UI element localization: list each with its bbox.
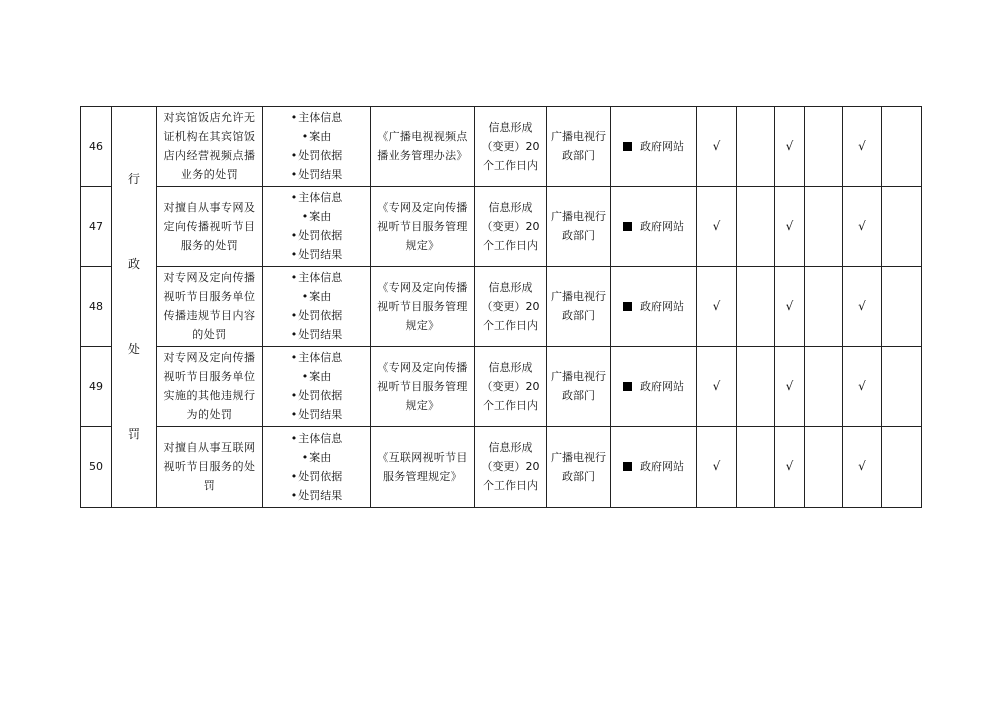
responsible-dept: 广播电视行政部门 — [547, 346, 611, 426]
channel-label: 政府网站 — [640, 139, 684, 153]
disclosure-time: 信息形成（变更）20个工作日内 — [475, 107, 547, 187]
category-char: 行 — [127, 172, 140, 186]
row-number: 49 — [81, 346, 112, 426]
content-item: • 处罚结果 — [291, 325, 343, 344]
channel-label: 政府网站 — [640, 379, 684, 393]
disclosure-time: 信息形成（变更）20个工作日内 — [475, 186, 547, 266]
content-item: • 案由 — [291, 367, 343, 386]
disclosure-channel — [611, 266, 697, 346]
check-cell — [737, 107, 775, 187]
disclosure-table — [80, 106, 922, 508]
content-item: • 处罚依据 — [291, 386, 343, 405]
content-list — [291, 188, 343, 264]
check-cell — [805, 186, 843, 266]
channel-label: 政府网站 — [640, 460, 684, 474]
check-cell — [882, 186, 922, 266]
content-item: • 案由 — [291, 287, 343, 306]
legal-basis: 《专网及定向传播视听节目服务管理规定》 — [371, 346, 475, 426]
square-bullet-icon — [623, 462, 632, 471]
check-cell: √ — [775, 186, 805, 266]
item-description: 对擅自从事专网及定向传播视听节目服务的处罚 — [157, 186, 263, 266]
square-bullet-icon — [623, 302, 632, 311]
check-cell — [805, 426, 843, 507]
check-cell — [882, 266, 922, 346]
check-cell: √ — [843, 426, 882, 507]
category-char: 罚 — [127, 427, 140, 441]
legal-basis: 《广播电视视频点播业务管理办法》 — [371, 107, 475, 187]
content-list — [291, 268, 343, 344]
check-cell — [882, 346, 922, 426]
content-item: • 主体信息 — [291, 188, 343, 207]
disclosure-channel — [611, 426, 697, 507]
responsible-dept: 广播电视行政部门 — [547, 426, 611, 507]
square-bullet-icon — [623, 222, 632, 231]
check-cell — [737, 266, 775, 346]
check-cell: √ — [697, 186, 737, 266]
check-cell: √ — [775, 107, 805, 187]
check-cell — [805, 107, 843, 187]
check-cell: √ — [843, 346, 882, 426]
check-cell: √ — [697, 266, 737, 346]
check-cell — [737, 426, 775, 507]
content-item: • 处罚依据 — [291, 467, 343, 486]
table-row — [81, 266, 922, 346]
check-cell: √ — [843, 107, 882, 187]
content-item: • 处罚依据 — [291, 306, 343, 325]
content-item: • 主体信息 — [291, 268, 343, 287]
item-description: 对擅自从事互联网视听节目服务的处罚 — [157, 426, 263, 507]
check-cell — [805, 266, 843, 346]
content-cell — [263, 186, 371, 266]
content-list — [291, 108, 343, 184]
table-row — [81, 186, 922, 266]
category-char: 政 — [127, 257, 140, 271]
check-cell — [882, 107, 922, 187]
table-row — [81, 107, 922, 187]
check-cell: √ — [843, 266, 882, 346]
check-cell: √ — [697, 107, 737, 187]
row-number: 50 — [81, 426, 112, 507]
disclosure-channel — [611, 346, 697, 426]
item-description: 对宾馆饭店允许无证机构在其宾馆饭店内经营视频点播业务的处罚 — [157, 107, 263, 187]
category-char: 处 — [127, 342, 140, 356]
legal-basis: 《互联网视听节目服务管理规定》 — [371, 426, 475, 507]
content-item: • 主体信息 — [291, 348, 343, 367]
legal-basis: 《专网及定向传播视听节目服务管理规定》 — [371, 186, 475, 266]
content-list — [291, 348, 343, 424]
row-number: 48 — [81, 266, 112, 346]
disclosure-time: 信息形成（变更）20个工作日内 — [475, 346, 547, 426]
content-list — [291, 429, 343, 505]
content-item: • 处罚依据 — [291, 226, 343, 245]
check-cell — [737, 346, 775, 426]
check-cell: √ — [697, 426, 737, 507]
category-cell — [112, 107, 157, 508]
table-row — [81, 426, 922, 507]
disclosure-time: 信息形成（变更）20个工作日内 — [475, 266, 547, 346]
content-item: • 主体信息 — [291, 429, 343, 448]
check-cell: √ — [775, 426, 805, 507]
check-cell — [882, 426, 922, 507]
row-number: 46 — [81, 107, 112, 187]
channel-label: 政府网站 — [640, 299, 684, 313]
content-item: • 处罚结果 — [291, 486, 343, 505]
check-cell — [805, 346, 843, 426]
content-cell — [263, 346, 371, 426]
content-item: • 案由 — [291, 207, 343, 226]
disclosure-channel — [611, 107, 697, 187]
check-cell: √ — [775, 266, 805, 346]
table-body — [81, 107, 922, 508]
check-cell — [737, 186, 775, 266]
check-cell: √ — [843, 186, 882, 266]
channel-label: 政府网站 — [640, 219, 684, 233]
row-number: 47 — [81, 186, 112, 266]
item-description: 对专网及定向传播视听节目服务单位实施的其他违规行为的处罚 — [157, 346, 263, 426]
content-cell — [263, 107, 371, 187]
square-bullet-icon — [623, 142, 632, 151]
content-item: • 处罚依据 — [291, 146, 343, 165]
responsible-dept: 广播电视行政部门 — [547, 266, 611, 346]
square-bullet-icon — [623, 382, 632, 391]
content-item: • 处罚结果 — [291, 165, 343, 184]
check-cell: √ — [775, 346, 805, 426]
responsible-dept: 广播电视行政部门 — [547, 186, 611, 266]
content-item: • 处罚结果 — [291, 245, 343, 264]
content-item: • 主体信息 — [291, 108, 343, 127]
disclosure-channel — [611, 186, 697, 266]
content-cell — [263, 266, 371, 346]
table-row — [81, 346, 922, 426]
content-item: • 案由 — [291, 448, 343, 467]
disclosure-time: 信息形成（变更）20个工作日内 — [475, 426, 547, 507]
content-item: • 案由 — [291, 127, 343, 146]
item-description: 对专网及定向传播视听节目服务单位传播违规节目内容的处罚 — [157, 266, 263, 346]
content-cell — [263, 426, 371, 507]
responsible-dept: 广播电视行政部门 — [547, 107, 611, 187]
content-item: • 处罚结果 — [291, 405, 343, 424]
check-cell: √ — [697, 346, 737, 426]
legal-basis: 《专网及定向传播视听节目服务管理规定》 — [371, 266, 475, 346]
